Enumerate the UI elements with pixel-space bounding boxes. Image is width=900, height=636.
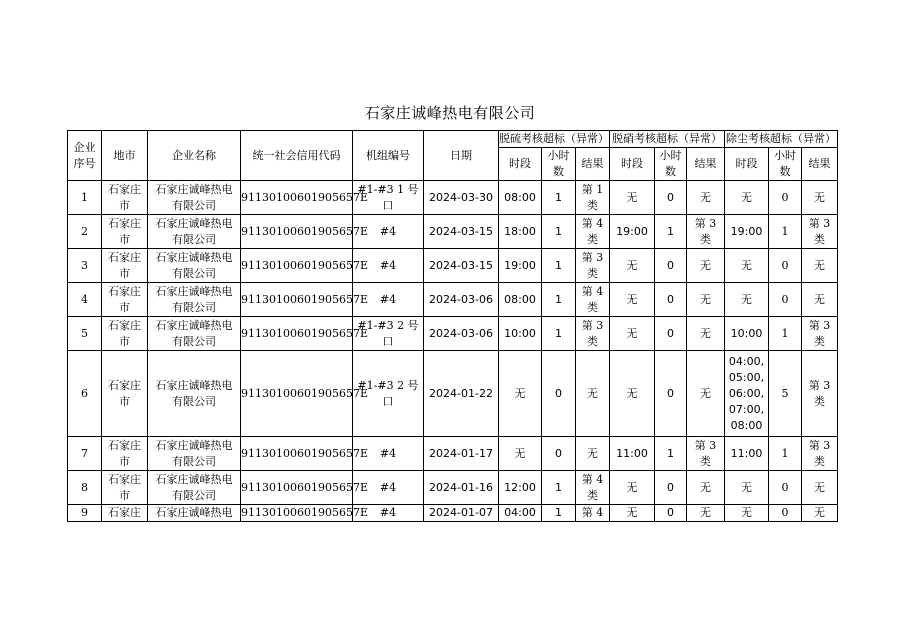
cell-so2-period: 无 — [499, 351, 542, 437]
cell-dust-hours: 1 — [769, 215, 802, 249]
cell-company: 石家庄诚峰热电 有限公司 — [148, 317, 241, 351]
cell-so2-result: 无 — [576, 437, 610, 471]
cell-nox-hours: 0 — [655, 471, 687, 505]
cell-dust-result: 无 — [802, 505, 838, 522]
cell-dust-period: 无 — [725, 505, 769, 522]
header-city: 地市 — [102, 131, 148, 181]
header-so2-period: 时段 — [499, 148, 542, 181]
header-so2-hours: 小时 数 — [542, 148, 576, 181]
cell-nox-result: 无 — [687, 181, 725, 215]
cell-dust-hours: 5 — [769, 351, 802, 437]
cell-date: 2024-03-15 — [424, 249, 499, 283]
cell-dust-period: 11:00 — [725, 437, 769, 471]
header-dust-group: 除尘考核超标（异常） — [725, 131, 838, 148]
cell-date: 2024-03-30 — [424, 181, 499, 215]
cell-so2-hours: 1 — [542, 471, 576, 505]
cell-dust-period: 04:00, 05:00, 06:00, 07:00, 08:00 — [725, 351, 769, 437]
cell-date: 2024-03-15 — [424, 215, 499, 249]
cell-unit: #4 — [353, 505, 424, 522]
cell-nox-hours: 0 — [655, 181, 687, 215]
cell-nox-period: 无 — [610, 317, 655, 351]
cell-seq: 1 — [68, 181, 102, 215]
cell-dust-result: 第 3 类 — [802, 215, 838, 249]
cell-credit-code: 91130100601905657E — [241, 471, 353, 505]
cell-nox-period: 19:00 — [610, 215, 655, 249]
cell-dust-hours: 1 — [769, 317, 802, 351]
emissions-table — [67, 130, 838, 522]
cell-nox-hours: 0 — [655, 283, 687, 317]
cell-seq: 6 — [68, 351, 102, 437]
table-row — [68, 437, 838, 471]
cell-dust-hours: 0 — [769, 283, 802, 317]
cell-credit-code: 91130100601905657E — [241, 215, 353, 249]
cell-dust-period: 无 — [725, 471, 769, 505]
cell-so2-period: 18:00 — [499, 215, 542, 249]
cell-nox-period: 无 — [610, 283, 655, 317]
cell-city: 石家庄 — [102, 505, 148, 522]
document-title: 石家庄诚峰热电有限公司 — [364, 104, 536, 122]
header-dust-period: 时段 — [725, 148, 769, 181]
cell-date: 2024-03-06 — [424, 317, 499, 351]
header-credit-code: 统一社会信用代码 — [241, 131, 353, 181]
cell-so2-hours: 1 — [542, 283, 576, 317]
cell-so2-hours: 1 — [542, 505, 576, 522]
cell-nox-hours: 0 — [655, 505, 687, 522]
header-so2-result: 结果 — [576, 148, 610, 181]
cell-date: 2024-03-06 — [424, 283, 499, 317]
cell-dust-hours: 0 — [769, 471, 802, 505]
cell-so2-period: 12:00 — [499, 471, 542, 505]
cell-so2-result: 第 1 类 — [576, 181, 610, 215]
cell-company: 石家庄诚峰热电 有限公司 — [148, 437, 241, 471]
table-header — [68, 131, 838, 181]
header-company: 企业名称 — [148, 131, 241, 181]
cell-nox-result: 无 — [687, 317, 725, 351]
cell-company: 石家庄诚峰热电 有限公司 — [148, 215, 241, 249]
cell-nox-result: 无 — [687, 283, 725, 317]
cell-seq: 7 — [68, 437, 102, 471]
table-row — [68, 317, 838, 351]
cell-company: 石家庄诚峰热电 有限公司 — [148, 471, 241, 505]
cell-nox-result: 无 — [687, 351, 725, 437]
header-seq: 企业 序号 — [68, 131, 102, 181]
cell-nox-hours: 1 — [655, 437, 687, 471]
cell-dust-result: 无 — [802, 249, 838, 283]
cell-unit: #4 — [353, 215, 424, 249]
cell-credit-code: 91130100601905657E — [241, 351, 353, 437]
cell-nox-result: 第 3 类 — [687, 437, 725, 471]
header-dust-result: 结果 — [802, 148, 838, 181]
cell-nox-hours: 1 — [655, 215, 687, 249]
cell-seq: 4 — [68, 283, 102, 317]
cell-company: 石家庄诚峰热电 有限公司 — [148, 283, 241, 317]
table-row — [68, 283, 838, 317]
cell-dust-period: 无 — [725, 283, 769, 317]
cell-credit-code: 91130100601905657E — [241, 317, 353, 351]
cell-so2-result: 第 4 类 — [576, 215, 610, 249]
cell-nox-hours: 0 — [655, 249, 687, 283]
cell-dust-result: 第 3 类 — [802, 437, 838, 471]
header-nox-hours: 小时 数 — [655, 148, 687, 181]
table-row — [68, 215, 838, 249]
cell-unit: #4 — [353, 249, 424, 283]
cell-unit: #1-#3 1 号口 — [353, 181, 424, 215]
header-nox-period: 时段 — [610, 148, 655, 181]
cell-dust-hours: 0 — [769, 181, 802, 215]
cell-dust-result: 第 3 类 — [802, 351, 838, 437]
cell-city: 石家庄 市 — [102, 437, 148, 471]
table-body — [68, 181, 838, 522]
cell-city: 石家庄 市 — [102, 351, 148, 437]
cell-dust-result: 无 — [802, 283, 838, 317]
cell-dust-hours: 0 — [769, 249, 802, 283]
cell-date: 2024-01-16 — [424, 471, 499, 505]
cell-city: 石家庄 市 — [102, 181, 148, 215]
cell-nox-period: 无 — [610, 249, 655, 283]
cell-so2-hours: 0 — [542, 437, 576, 471]
header-dust-hours: 小时 数 — [769, 148, 802, 181]
cell-company: 石家庄诚峰热电 有限公司 — [148, 181, 241, 215]
header-so2-group: 脱硫考核超标（异常） — [499, 131, 610, 148]
cell-seq: 3 — [68, 249, 102, 283]
cell-company: 石家庄诚峰热电 有限公司 — [148, 249, 241, 283]
cell-so2-result: 第 3 类 — [576, 317, 610, 351]
cell-dust-hours: 0 — [769, 505, 802, 522]
cell-unit: #4 — [353, 437, 424, 471]
cell-date: 2024-01-07 — [424, 505, 499, 522]
cell-dust-hours: 1 — [769, 437, 802, 471]
cell-so2-period: 04:00 — [499, 505, 542, 522]
cell-so2-period: 19:00 — [499, 249, 542, 283]
cell-nox-period: 无 — [610, 505, 655, 522]
cell-credit-code: 91130100601905657E — [241, 181, 353, 215]
cell-company: 石家庄诚峰热电 有限公司 — [148, 351, 241, 437]
cell-seq: 8 — [68, 471, 102, 505]
cell-unit: #1-#3 2 号口 — [353, 351, 424, 437]
cell-nox-period: 无 — [610, 351, 655, 437]
header-nox-group: 脱硝考核超标（异常） — [610, 131, 725, 148]
cell-so2-result: 无 — [576, 351, 610, 437]
cell-so2-hours: 0 — [542, 351, 576, 437]
header-unit: 机组编号 — [353, 131, 424, 181]
header-nox-result: 结果 — [687, 148, 725, 181]
cell-city: 石家庄 市 — [102, 283, 148, 317]
cell-so2-result: 第 3 类 — [576, 249, 610, 283]
cell-so2-hours: 1 — [542, 181, 576, 215]
cell-dust-period: 无 — [725, 249, 769, 283]
cell-nox-period: 无 — [610, 471, 655, 505]
cell-nox-result: 无 — [687, 249, 725, 283]
cell-seq: 5 — [68, 317, 102, 351]
table-row — [68, 505, 838, 522]
cell-so2-result: 第 4 — [576, 505, 610, 522]
cell-dust-period: 19:00 — [725, 215, 769, 249]
table-row — [68, 181, 838, 215]
cell-dust-result: 无 — [802, 181, 838, 215]
cell-dust-result: 无 — [802, 471, 838, 505]
cell-nox-result: 无 — [687, 505, 725, 522]
cell-city: 石家庄 市 — [102, 215, 148, 249]
cell-seq: 9 — [68, 505, 102, 522]
cell-unit: #4 — [353, 283, 424, 317]
cell-city: 石家庄 市 — [102, 249, 148, 283]
cell-city: 石家庄 市 — [102, 471, 148, 505]
cell-seq: 2 — [68, 215, 102, 249]
cell-so2-result: 第 4 类 — [576, 283, 610, 317]
cell-date: 2024-01-22 — [424, 351, 499, 437]
cell-so2-result: 第 4 类 — [576, 471, 610, 505]
cell-city: 石家庄 市 — [102, 317, 148, 351]
cell-dust-result: 第 3 类 — [802, 317, 838, 351]
cell-nox-result: 无 — [687, 471, 725, 505]
cell-credit-code: 91130100601905657E — [241, 283, 353, 317]
cell-so2-period: 无 — [499, 437, 542, 471]
table-row — [68, 351, 838, 437]
cell-so2-period: 10:00 — [499, 317, 542, 351]
cell-nox-result: 第 3 类 — [687, 215, 725, 249]
table-row — [68, 249, 838, 283]
cell-credit-code: 91130100601905657E — [241, 437, 353, 471]
cell-unit: #1-#3 2 号口 — [353, 317, 424, 351]
cell-unit: #4 — [353, 471, 424, 505]
cell-credit-code: 91130100601905657E — [241, 249, 353, 283]
cell-nox-period: 无 — [610, 181, 655, 215]
cell-so2-period: 08:00 — [499, 181, 542, 215]
cell-company: 石家庄诚峰热电 — [148, 505, 241, 522]
cell-so2-hours: 1 — [542, 215, 576, 249]
cell-nox-period: 11:00 — [610, 437, 655, 471]
header-date: 日期 — [424, 131, 499, 181]
cell-nox-hours: 0 — [655, 351, 687, 437]
cell-date: 2024-01-17 — [424, 437, 499, 471]
cell-so2-hours: 1 — [542, 317, 576, 351]
cell-so2-hours: 1 — [542, 249, 576, 283]
cell-nox-hours: 0 — [655, 317, 687, 351]
cell-dust-period: 10:00 — [725, 317, 769, 351]
cell-dust-period: 无 — [725, 181, 769, 215]
cell-credit-code: 91130100601905657E — [241, 505, 353, 522]
cell-so2-period: 08:00 — [499, 283, 542, 317]
table-row — [68, 471, 838, 505]
